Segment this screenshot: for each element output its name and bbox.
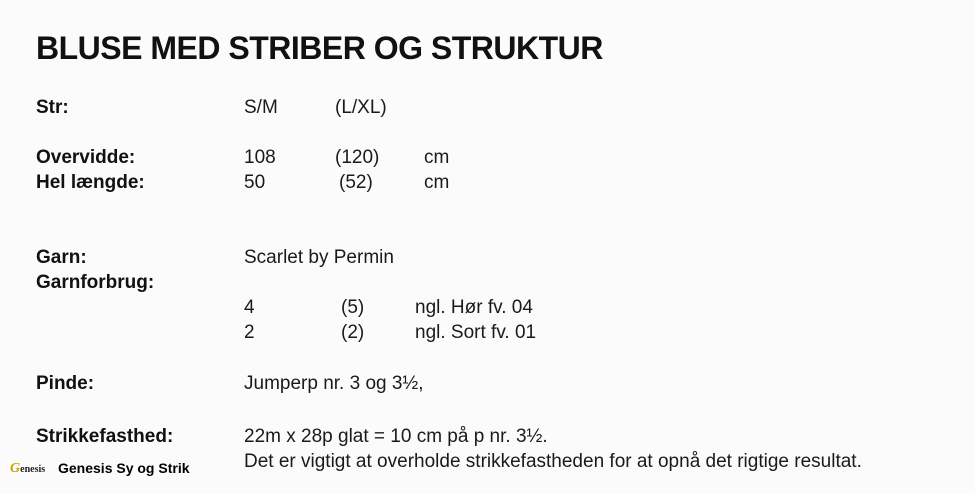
- strikkefasthed-label: Strikkefasthed:: [36, 426, 174, 447]
- garnforbrug-row-2-desc: ngl. Sort fv. 01: [415, 322, 537, 343]
- overvidde-label: Overvidde:: [36, 147, 136, 168]
- garnforbrug-row-1-sm: 4: [244, 297, 255, 318]
- garn-label: Garn:: [36, 247, 87, 268]
- pattern-title: BLUSE MED STRIBER OG STRUKTUR: [36, 30, 603, 66]
- strikkefasthed-line-1: 22m x 28p glat = 10 cm på p nr. 3½.: [244, 426, 548, 447]
- genesis-logo-initial: G: [10, 461, 21, 476]
- footer-brand: Genesis Sy og Strik: [58, 460, 190, 476]
- laengde-unit: cm: [424, 172, 450, 193]
- size-sm: S/M: [244, 97, 278, 118]
- pinde-label: Pinde:: [36, 373, 95, 394]
- garnforbrug-row-1-lxl: (5): [341, 297, 365, 318]
- garnforbrug-row-2-sm: 2: [244, 322, 255, 343]
- laengde-sm: 50: [244, 172, 266, 193]
- genesis-logo-text: enesis: [20, 464, 46, 475]
- overvidde-unit: cm: [424, 147, 450, 168]
- size-lxl: (L/XL): [335, 97, 387, 118]
- laengde-lxl: (52): [339, 172, 373, 193]
- strikkefasthed-line-2: Det er vigtigt at overholde strikkefastheden for at opnå det rigtige resultat.: [244, 451, 862, 472]
- garn-value: Scarlet by Permin: [244, 247, 394, 268]
- genesis-logo: [10, 461, 45, 477]
- overvidde-lxl: (120): [335, 147, 380, 168]
- garnforbrug-row-1-desc: ngl. Hør fv. 04: [415, 297, 533, 318]
- garnforbrug-row-2-lxl: (2): [341, 322, 365, 343]
- garnforbrug-label: Garnforbrug:: [36, 272, 155, 293]
- size-label: Str:: [36, 97, 69, 118]
- pinde-value: Jumperp nr. 3 og 3½,: [244, 373, 424, 394]
- overvidde-sm: 108: [244, 147, 276, 168]
- laengde-label: Hel længde:: [36, 172, 145, 193]
